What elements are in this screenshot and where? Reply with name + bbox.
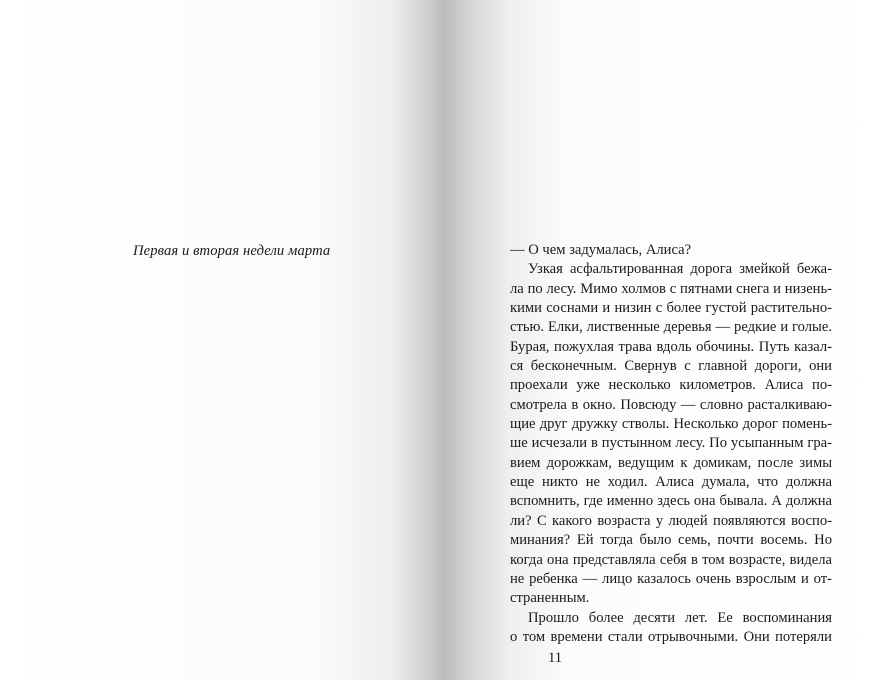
text-line: еще никто не ходил. Алиса думала, что должна <box>510 474 832 491</box>
text-line: ла по лесу. Мимо холмов с пятнами снега и низень- <box>510 280 832 297</box>
text-line: проехали уже несколько километров. Алиса по- <box>510 377 832 394</box>
text-line: ли? С какого возраста у людей появляются воспо- <box>510 512 832 529</box>
text-line: не ребенка — лицо казалось очень взрослым и от- <box>510 570 832 587</box>
text-line: когда она представляла себя в том возрасте, видела <box>510 551 832 568</box>
text-line: смотрела в окно. Повсюду — словно расталкиваю- <box>510 396 832 413</box>
body-text <box>510 241 832 647</box>
chapter-epigraph: Первая и вторая недели марта <box>133 243 331 259</box>
text-line: кими соснами и низин с более густой растительно- <box>510 300 832 317</box>
text-line: ся бесконечным. Свернув с главной дороги, они <box>510 358 832 375</box>
page-number: 11 <box>547 650 563 666</box>
text-line: вием дорожкам, ведущим к домикам, после зимы <box>510 454 832 471</box>
text-line: стью. Елки, лиственные деревья — редкие и голые. <box>510 319 832 336</box>
text-line: Прошло более десяти лет. Ее воспоминания <box>528 609 832 626</box>
text-line: — О чем задумалась, Алиса? <box>510 242 692 258</box>
text-line: о том времени стали отрывочными. Они потеряли <box>510 628 832 645</box>
text-line: ше исчезали в пустынном лесу. По усыпанным гра- <box>510 435 832 452</box>
text-line: Бурая, пожухлая трава вдоль обочины. Путь казал- <box>510 338 832 355</box>
text-line: Узкая асфальтированная дорога змейкой бежа- <box>528 261 832 278</box>
text-line: минания? Ей тогда было семь, почти восемь. Но <box>510 532 832 549</box>
text-line: страненным. <box>510 590 590 607</box>
text-line: щие друг дружку стволы. Несколько дорог помень- <box>510 416 832 433</box>
text-line: вспомнить, где именно здесь она бывала. А должна <box>510 493 832 510</box>
